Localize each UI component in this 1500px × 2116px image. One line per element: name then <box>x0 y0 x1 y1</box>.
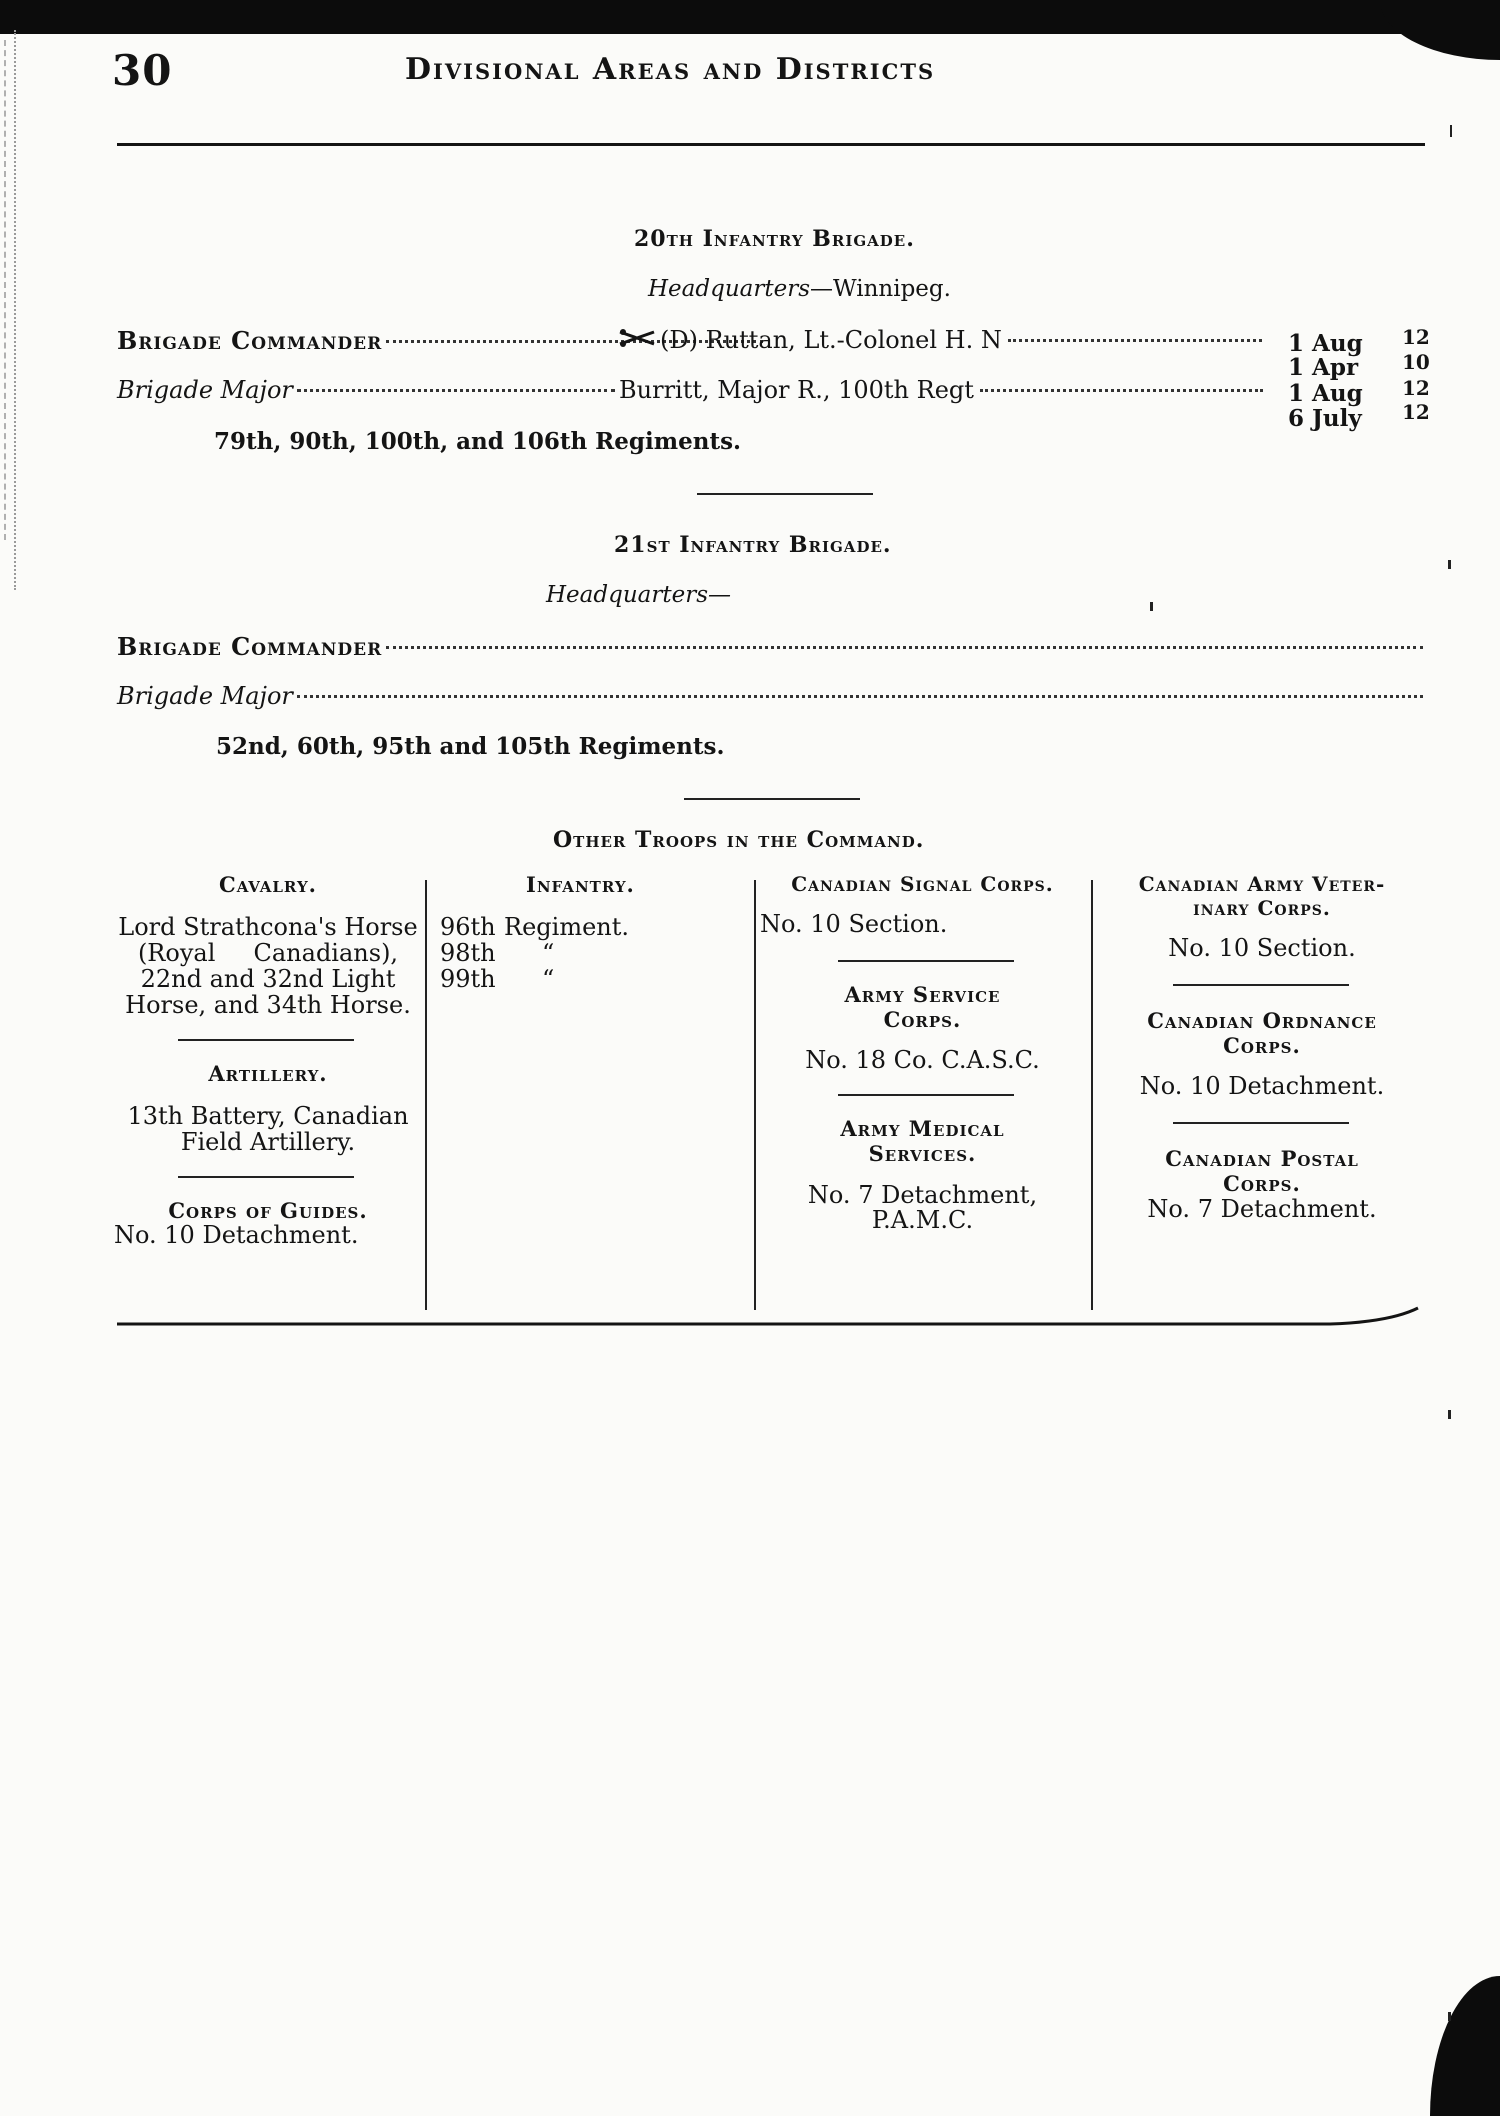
cavalry-line: (Royal Canadians), <box>137 939 399 968</box>
column-rule <box>754 880 756 1310</box>
leader-dots <box>1008 339 1262 342</box>
year-1: 12 <box>1402 325 1430 349</box>
column-divider <box>1173 984 1349 986</box>
service-heading: Army Service Corps. <box>844 981 1001 1033</box>
ink-speck <box>1450 125 1452 137</box>
medical-text: No. 7 Detachment, P.A.M.C. <box>807 1180 1038 1235</box>
leader-dots <box>386 646 1423 649</box>
column-divider <box>838 1094 1014 1096</box>
infantry-heading: Infantry. <box>526 872 635 897</box>
guides-line: No. 10 Detachment. <box>114 1221 359 1249</box>
brigade20-commander-entry <box>618 326 1268 354</box>
cavalry-line: Lord Strathcona's Horse <box>118 913 418 942</box>
brigade21-regiments: 52nd, 60th, 95th and 105th Regiments. <box>216 733 725 760</box>
brigade20-commander-label: Brigade Commander <box>117 326 383 355</box>
ink-speck <box>1448 560 1451 569</box>
scan-page-curl-bottom <box>1430 1976 1500 2116</box>
artillery-line: Field Artillery. <box>180 1127 356 1156</box>
ink-speck <box>1448 2012 1451 2021</box>
veterinary-line: No. 10 Section. <box>1168 934 1356 962</box>
brigade20-major-row <box>117 376 619 404</box>
brigade20-regiments: 79th, 90th, 100th, and 106th Regiments. <box>214 428 742 455</box>
bottom-rule <box>0 1302 1500 1342</box>
cavalry-line: 22nd and 32nd Light <box>140 965 396 993</box>
brigade21-hq <box>546 582 731 608</box>
brigade21-major-label: Brigade Major <box>117 682 293 710</box>
service-line: No. 18 Co. C.A.S.C. <box>805 1046 1040 1075</box>
infantry-item: 96th Regiment. <box>440 913 630 942</box>
page-title: Divisional Areas and Districts <box>405 52 936 87</box>
column-cavalry <box>114 872 422 1249</box>
brigade20-hq-value: —Winnipeg. <box>810 276 951 302</box>
header-rule <box>117 143 1425 146</box>
cavalry-line: Horse, and 34th Horse. <box>125 990 411 1019</box>
other-troops-title: Other Troops in the Command. <box>553 827 925 853</box>
ink-speck <box>1150 602 1153 611</box>
brigade20-commander-value: (D) Ruttan, Lt.-Colonel H. N <box>660 326 1002 354</box>
date-3: 1 Aug <box>1288 380 1363 407</box>
brigade21-title: 21st Infantry Brigade. <box>614 532 892 558</box>
brigade21-commander-row <box>117 632 1427 661</box>
column-rule <box>425 880 427 1310</box>
brigade20-major-value: Burritt, Major R., 100th Regt <box>619 376 974 404</box>
crossed-swords-icon <box>618 328 658 348</box>
year-2: 10 <box>1402 350 1430 374</box>
year-3: 12 <box>1402 376 1430 400</box>
brigade21-commander-label: Brigade Commander <box>117 632 383 661</box>
brigade20-major-entry <box>619 376 1269 404</box>
column-divider <box>1173 1122 1349 1124</box>
veterinary-heading: Canadian Army Veter- inary Corps. <box>1138 872 1386 920</box>
postal-heading: Canadian Postal Corps. <box>1165 1146 1359 1197</box>
column-rule <box>1091 880 1093 1310</box>
brigade21-hq-label: Headquarters— <box>546 582 731 608</box>
column-signal <box>760 872 1085 1234</box>
brigade20-title: 20th Infantry Brigade. <box>634 226 915 252</box>
artillery-line: 13th Battery, Canadian <box>127 1102 409 1130</box>
year-4: 12 <box>1402 400 1430 424</box>
scan-left-edge-inner <box>4 40 8 540</box>
date-2: 1 Apr <box>1288 354 1359 381</box>
column-divider <box>838 960 1014 962</box>
ordnance-line: No. 10 Detachment. <box>1139 1072 1385 1101</box>
leader-dots <box>297 389 615 392</box>
ordnance-heading: Canadian Ordnance Corps. <box>1147 1007 1377 1059</box>
infantry-list <box>440 915 740 993</box>
brigade21-major-row <box>117 682 1427 710</box>
leader-dots <box>297 695 1423 698</box>
infantry-item: 99th “ <box>440 965 555 993</box>
signal-heading: Canadian Signal Corps. <box>791 872 1054 896</box>
infantry-item: 98th “ <box>440 939 555 968</box>
guides-heading: Corps of Guides. <box>168 1197 368 1223</box>
postal-line: No. 7 Detachment. <box>1147 1194 1377 1223</box>
section-divider <box>697 493 873 495</box>
signal-line: No. 10 Section. <box>760 910 948 938</box>
date-4: 6 July <box>1288 405 1362 432</box>
date-1: 1 Aug <box>1288 330 1363 357</box>
cavalry-text <box>114 915 422 1019</box>
brigade20-major-label: Brigade Major <box>117 376 293 404</box>
column-divider <box>178 1039 354 1041</box>
column-infantry <box>440 872 740 993</box>
column-divider <box>178 1176 354 1178</box>
cavalry-heading: Cavalry. <box>219 872 317 897</box>
section-divider <box>684 798 860 800</box>
scan-left-edge <box>0 30 16 590</box>
artillery-text <box>114 1104 422 1156</box>
scan-page-curl-top <box>1380 0 1500 60</box>
brigade20-hq-label: Headquarters <box>648 276 810 302</box>
leader-dots <box>980 389 1263 392</box>
ink-speck <box>1448 1410 1451 1419</box>
scan-top-edge <box>0 0 1500 34</box>
page-number: 30 <box>112 46 173 95</box>
medical-heading: Army Medical Services. <box>840 1116 1005 1167</box>
brigade20-hq <box>648 276 951 302</box>
artillery-heading: Artillery. <box>208 1060 328 1086</box>
column-veterinary <box>1097 872 1427 1222</box>
